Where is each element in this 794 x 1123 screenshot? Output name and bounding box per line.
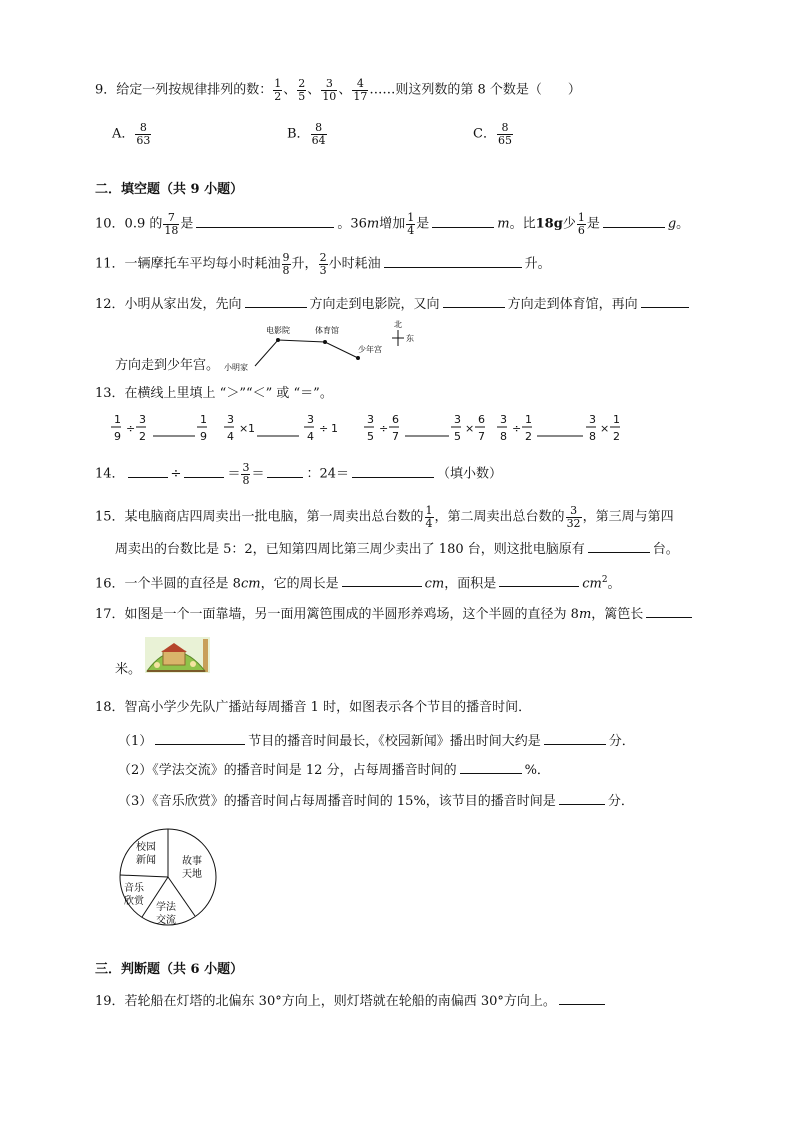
svg-text:9: 9 <box>114 430 121 443</box>
q12-blank-1[interactable] <box>245 293 307 308</box>
question-12: 12．小明从家出发，先向 方向走到电影院，又向 方向走到体育馆，再向 <box>95 293 692 315</box>
expr1-a-num: 1 <box>114 413 121 426</box>
q12-blank-2[interactable] <box>443 293 505 308</box>
q9-frac-4: $\frac{4}{17}$ <box>353 77 368 103</box>
map-point-cinema <box>276 338 280 342</box>
pie-label-music-1: 音乐 <box>124 883 144 894</box>
pie-label-news-2: 新闻 <box>136 855 156 866</box>
q15-blank[interactable] <box>588 538 650 553</box>
svg-text:3: 3 <box>139 413 146 426</box>
svg-text:7: 7 <box>392 430 399 443</box>
pie-label-music-2: 欣赏 <box>124 896 144 907</box>
svg-text:1: 1 <box>525 413 532 426</box>
svg-text:3: 3 <box>589 413 596 426</box>
q14-blank-4[interactable] <box>352 463 434 478</box>
op: ÷ <box>126 422 136 435</box>
q10-blank-1[interactable] <box>196 213 334 228</box>
q9-suffix: ……则这列数的第 8 个数是（ ） <box>369 82 581 98</box>
q9-option-c[interactable]: C． $\frac{8}{65}$ <box>473 121 512 147</box>
question-18-part-2: （2）《学法交流》的播音时间是 12 分，占每周播音时间的 %． <box>118 759 550 781</box>
q18-pie-chart <box>112 826 224 930</box>
q18-blank-1[interactable] <box>155 730 245 745</box>
map-label-palace: 少年宫 <box>358 345 382 354</box>
question-9 <box>95 78 581 102</box>
question-18-part-1: （1） 节目的播音时间最长，《校园新闻》播出时间大约是 分． <box>118 730 635 752</box>
q9-prefix: 9．给定一列按规律排列的数： <box>95 82 273 98</box>
svg-text:3: 3 <box>500 413 507 426</box>
q9-frac-1: $\frac{1}{2}$ <box>274 77 282 103</box>
q12-route-map <box>220 318 430 373</box>
svg-text:×: × <box>239 422 249 435</box>
question-13: 13．在横线上里填上 “＞”“＜” 或 “＝”。 <box>95 386 333 401</box>
q9-frac-2: $\frac{2}{5}$ <box>298 77 306 103</box>
question-16: 16．一个半圆的直径是 8cm，它的周长是 cm，面积是 $cm^2$。 <box>95 570 621 594</box>
sep: 、 <box>307 82 321 98</box>
svg-text:3: 3 <box>454 413 461 426</box>
svg-text:2: 2 <box>139 430 146 443</box>
svg-text:5: 5 <box>454 430 461 443</box>
q9-frac-3: $\frac{3}{10}$ <box>322 77 337 103</box>
question-15-line-2: 周卖出的台数比是 5：2，已知第四周比第三周少卖出了 180 台，则这批电脑原有 台。 <box>115 538 679 560</box>
pie-label-story-1: 故事 <box>182 856 202 867</box>
svg-text:1: 1 <box>200 413 207 426</box>
svg-text:7: 7 <box>478 430 485 443</box>
svg-text:8: 8 <box>500 430 507 443</box>
question-18: 18．智高小学少先队广播站每周播音 1 时，如图表示各个节目的播音时间． <box>95 700 532 715</box>
pie-label-study-2: 交流 <box>156 915 176 926</box>
q12-blank-3[interactable] <box>641 293 689 308</box>
q14-blank-1[interactable] <box>128 463 168 478</box>
map-label-cinema: 电影院 <box>266 326 290 335</box>
q16-blank-1[interactable] <box>342 572 422 587</box>
svg-text:6: 6 <box>392 413 399 426</box>
q10-blank-2[interactable] <box>432 213 494 228</box>
svg-text:1: 1 <box>248 422 255 435</box>
svg-text:×: × <box>465 422 475 435</box>
section-3-heading: 三．判断题（共 6 小题） <box>95 962 244 977</box>
map-label-gym: 体育馆 <box>315 326 339 335</box>
q10-blank-3[interactable] <box>603 213 665 228</box>
q18-blank-4[interactable] <box>559 790 605 805</box>
svg-text:÷: ÷ <box>379 422 389 435</box>
q16-blank-2[interactable] <box>499 572 579 587</box>
question-18-part-3: （3）《音乐欣赏》的播音时间占每周播音时间的 15%，该节目的播音时间是 分． <box>118 790 634 812</box>
question-17-line-2: 米。 <box>115 662 142 677</box>
pie-label-study-1: 学法 <box>156 902 176 913</box>
q14-blank-3[interactable] <box>267 463 303 478</box>
q18-blank-2[interactable] <box>544 730 606 745</box>
q14-blank-2[interactable] <box>184 463 224 478</box>
q17-blank[interactable] <box>646 603 692 618</box>
svg-text:3: 3 <box>307 413 314 426</box>
q9-option-a[interactable]: A． $\frac{8}{63}$ <box>112 121 151 147</box>
svg-text:4: 4 <box>307 430 314 443</box>
question-12-line-2: 方向走到少年宫。 <box>115 358 220 373</box>
sep: 、 <box>283 82 297 98</box>
svg-text:9: 9 <box>200 430 207 443</box>
map-point-palace <box>356 356 360 360</box>
q9-option-b[interactable]: B． $\frac{8}{64}$ <box>287 121 326 147</box>
svg-text:8: 8 <box>589 430 596 443</box>
question-15: 15．某电脑商店四周卖出一批电脑，第一周卖出总台数的 $\frac{1}{4}$ ，第二周卖出总台数的 $\frac{3}{32}$ ，第三周与第四 <box>95 504 674 530</box>
q19-blank[interactable] <box>559 990 605 1005</box>
sep: 、 <box>338 82 352 98</box>
q11-blank[interactable] <box>384 253 522 268</box>
svg-text:3: 3 <box>227 413 234 426</box>
question-19: 19．若轮船在灯塔的北偏东 30°方向上，则灯塔就在轮船的南偏西 30°方向上。 <box>95 990 608 1012</box>
map-label-home: 小明家 <box>224 363 248 372</box>
question-17: 17．如图是一个一面靠墙，另一面用篱笆围成的半圆形养鸡场，这个半圆的直径为 8m，篱笆长 <box>95 603 695 625</box>
q13-comparisons <box>105 408 665 448</box>
map-point-gym <box>323 340 327 344</box>
svg-text:×: × <box>600 422 610 435</box>
svg-text:1: 1 <box>613 413 620 426</box>
svg-text:÷: ÷ <box>512 422 522 435</box>
chicken-farm-picture <box>145 637 210 673</box>
svg-text:÷: ÷ <box>319 422 329 435</box>
question-11: 11．一辆摩托车平均每小时耗油 $\frac{9}{8}$ 升， $\frac{2}{3}$ 小时耗油 升。 <box>95 251 551 277</box>
svg-text:2: 2 <box>613 430 620 443</box>
svg-text:4: 4 <box>227 430 234 443</box>
compass-east-label: 东 <box>406 334 414 343</box>
svg-text:5: 5 <box>367 430 374 443</box>
compass-north-label: 北 <box>394 320 402 329</box>
pie-label-story-2: 天地 <box>182 869 202 880</box>
svg-text:6: 6 <box>478 413 485 426</box>
section-2-heading: 二．填空题（共 9 小题） <box>95 182 244 197</box>
svg-text:1: 1 <box>331 422 338 435</box>
question-10: 10．0.9 的 $\frac{7}{18}$ 是 。36m增加 $\frac{1}{4}$ 是 m。比18g少 $\frac{1}{6}$ 是 g。 <box>95 211 690 237</box>
svg-text:3: 3 <box>367 413 374 426</box>
pie-label-news-1: 校园 <box>136 842 156 853</box>
q18-blank-3[interactable] <box>460 759 522 774</box>
svg-text:2: 2 <box>525 430 532 443</box>
question-14: 14． ÷ ＝ $\frac{3}{8}$ ＝ ：24＝ （填小数） <box>95 461 503 487</box>
